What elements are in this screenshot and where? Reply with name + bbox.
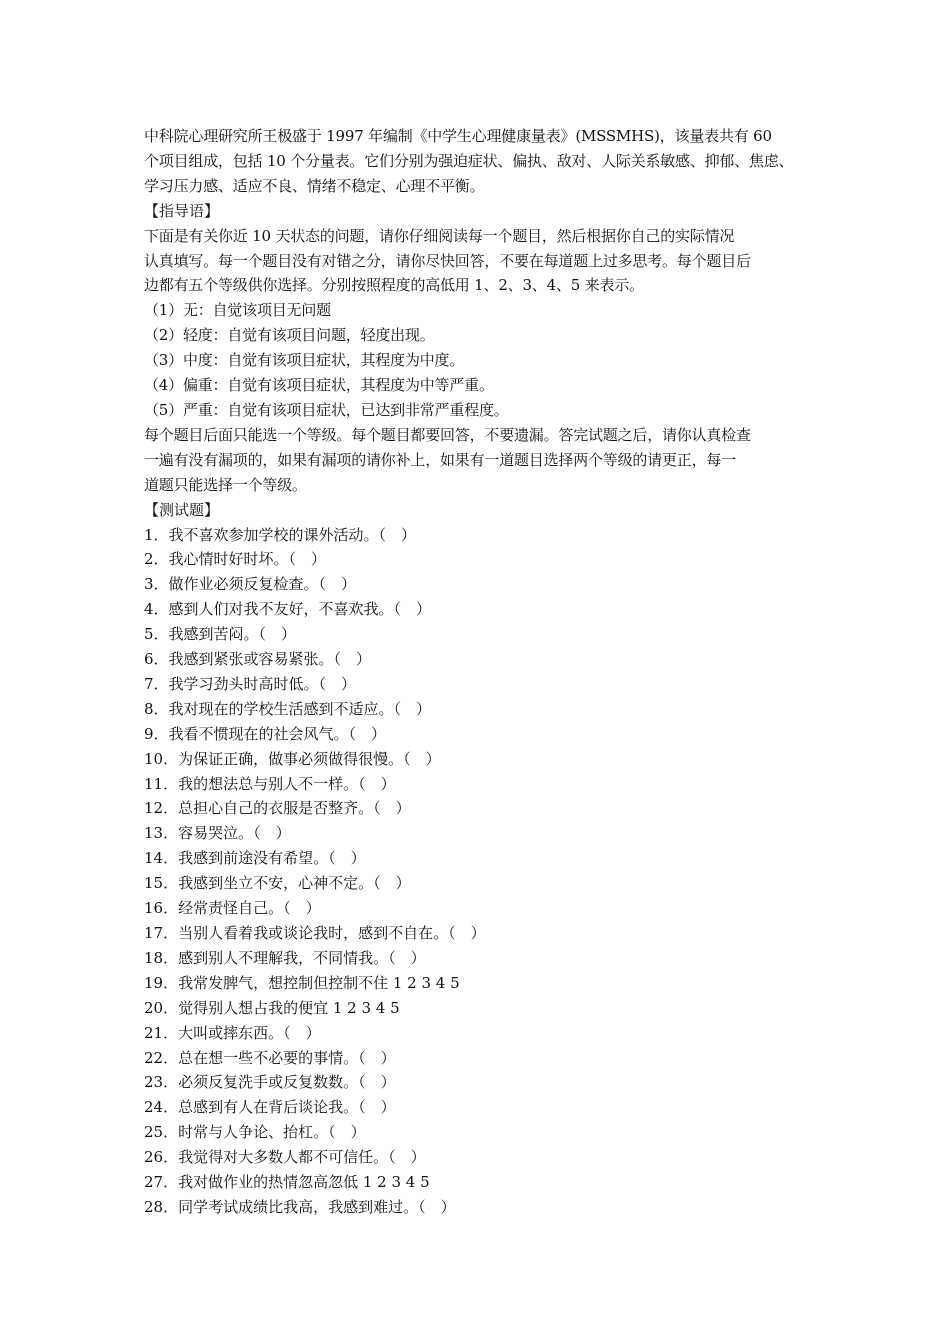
guide-level-3: （3）中度：自觉有该项目症状，其程度为中度。 (144, 351, 465, 370)
guide-level-5: （5）严重：自觉有该项目症状，已达到非常严重程度。 (144, 400, 509, 419)
question-item: 5．我感到苦闷。（ ） (144, 625, 297, 644)
guide-line: 边都有五个等级供你选择。分别按照程度的高低用 1、2、3、4、5 来表示。 (144, 276, 644, 295)
guide-line: 认真填写。每一个题目没有对错之分，请你尽快回答，不要在每道题上过多思考。每个题目后 (144, 251, 751, 270)
question-item: 13．容易哭泣。（ ） (144, 824, 291, 843)
question-item: 6．我感到紧张或容易紧张。（ ） (144, 650, 372, 669)
question-item: 11．我的想法总与别人不一样。（ ） (144, 774, 396, 793)
question-item: 22．总在想一些不必要的事情。（ ） (144, 1048, 396, 1067)
question-item: 17．当别人看着我或谈论我时，感到不自在。（ ） (144, 924, 486, 942)
question-item: 19．我常发脾气，想控制但控制不住 1 2 3 4 5 (144, 973, 460, 992)
guide-line: 每个题目后面只能选一个等级。每个题目都要回答，不要遗漏。答完试题之后，请你认真检查 (144, 425, 751, 444)
intro-line: 学习压力感、适应不良、情绪不稳定、心理不平衡。 (144, 176, 485, 195)
question-item: 14．我感到前途没有希望。（ ） (144, 849, 366, 868)
question-item: 8．我对现在的学校生活感到不适应。（ ） (144, 699, 432, 718)
guide-level-2: （2）轻度：自觉有该项目问题，轻度出现。 (144, 326, 435, 345)
guide-level-1: （1）无：自觉该项目无问题 (144, 301, 331, 320)
question-item: 10．为保证正确，做事必须做得很慢。（ ） (144, 749, 441, 768)
question-item: 7．我学习劲头时高时低。（ ） (144, 674, 357, 693)
question-item: 23．必须反复洗手或反复数数。（ ） (144, 1073, 396, 1092)
question-item: 26．我觉得对大多数人都不可信任。（ ） (144, 1148, 426, 1167)
document-page (144, 124, 824, 1220)
test-title: 【测试题】 (144, 500, 220, 519)
guide-title: 【指导语】 (144, 201, 220, 220)
question-item: 12．总担心自己的衣服是否整齐。（ ） (144, 799, 411, 818)
question-item: 21．大叫或摔东西。（ ） (144, 1023, 321, 1042)
guide-level-4: （4）偏重：自觉有该项目症状，其程度为中等严重。 (144, 376, 494, 395)
intro-line: 中科院心理研究所王极盛于 1997 年编制《中学生心理健康量表》(MSSMHS)，该量表共有 60 (144, 127, 772, 145)
guide-line: 道题只能选择一个等级。 (144, 475, 307, 494)
question-item: 3．做作业必须反复检查。（ ） (144, 575, 357, 594)
question-item: 20．觉得别人想占我的便宜 1 2 3 4 5 (144, 998, 400, 1017)
question-item: 1．我不喜欢参加学校的课外活动。（ ） (144, 525, 417, 544)
guide-line: 下面是有关你近 10 天状态的问题，请你仔细阅读每一个题目，然后根据你自己的实际情况 (144, 226, 735, 245)
guide-section (144, 199, 824, 498)
test-section (144, 498, 824, 1220)
guide-line: 一遍有没有漏项的，如果有漏项的请你补上，如果有一道题目选择两个等级的请更正，每一 (144, 450, 737, 469)
question-item: 27．我对做作业的热情忽高忽低 1 2 3 4 5 (144, 1173, 430, 1192)
intro-line: 个项目组成，包括 10 个分量表。它们分别为强迫症状、偏执、敌对、人际关系敏感、抑郁、焦虑、 (144, 151, 794, 170)
intro-paragraph (144, 124, 824, 199)
question-item: 15．我感到坐立不安，心神不定。（ ） (144, 874, 411, 893)
question-item: 2．我心情时好时坏。（ ） (144, 550, 327, 569)
question-item: 25．时常与人争论、抬杠。（ ） (144, 1123, 366, 1142)
question-item: 28．同学考试成绩比我高，我感到难过。（ ） (144, 1197, 456, 1216)
question-item: 9．我看不惯现在的社会风气。（ ） (144, 724, 387, 743)
question-item: 16．经常责怪自己。（ ） (144, 899, 321, 918)
question-item: 24．总感到有人在背后谈论我。（ ） (144, 1098, 396, 1117)
question-item: 4．感到人们对我不友好，不喜欢我。（ ） (144, 600, 432, 619)
question-item: 18．感到别人不理解我，不同情我。（ ） (144, 948, 426, 967)
